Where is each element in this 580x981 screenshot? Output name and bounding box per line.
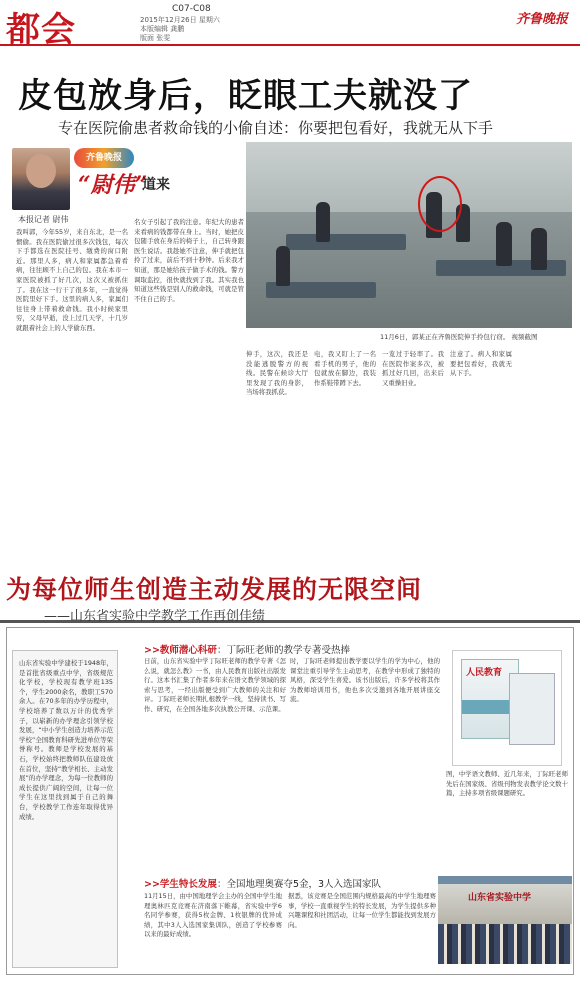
- page-numbers: C07-C08: [172, 4, 211, 14]
- highlight-circle: [418, 176, 462, 232]
- section1-body-a: 日前，山东省实验中学丁际旺老师的教学专著《怎么说，就怎么教》一书，由人民教育出版社出版发行。这本书汇集了作者多年来在语文教学领域的探索与思考，一经出版便受到广大教师的关注和好评。丁际旺老师长期扎根教学一线，坚持读书、写作、研究，在全国各地多次执教公开课、示范课。: [144, 657, 286, 713]
- column-title: “尉伟”: [78, 172, 148, 198]
- story1-body-col6: 注意了。病人和家属要把包看好，我就无从下手。: [450, 350, 512, 378]
- story1-subhead: 专在医院偷患者救命钱的小偷自述：你要把包看好，我就无从下手: [58, 119, 494, 137]
- section1-body-c: 图，中学语文教师、近几年来，丁际旺老师先后在国家级、省级刊物发表教学论文数十篇，主持多项省级课题研究。: [446, 770, 568, 798]
- section2-title: ：全国地理奥赛夺5金，3人入选国家队: [216, 879, 382, 890]
- story1-body-col2: 名女子引起了我的注意。年纪大的患者来看病的钱都带在身上。当时，她把皮包随手放在身后的椅子上，自己转身跟医生说话。我趁她不注意，伸手就把包拎了过来，前后不到十秒钟。后来我才知道，那是她给孩子做手术的钱。警方调取监控，很快就找到了我。其实我也知道这些钱是别人的救命钱，可就是管不住自己的手。: [134, 218, 244, 303]
- columnist-photo: [12, 148, 70, 210]
- surveillance-photo: [246, 142, 572, 328]
- story2-headline: 为每位师生创造主动发展的无限空间: [6, 575, 423, 604]
- masthead: [0, 0, 580, 50]
- story1-body-col1: 我叫郭，今年55岁，来自东北，是一名惯偷。我在医院偷过很多次钱包，每次下手都选在医院挂号、缴费的窗口附近。那里人多，病人和家属都急着看病，往往顾不上自己的包。我在本市一家医院被抓了好几次，这次又被抓住了。我在这一行干了很多年，一直觉得医院里好下手。这里的病人多，家属们往往身上带着救命钱。我小时候家里穷，父母早逝，没上过几天学，十几岁就跟着社会上的人学偷东西。: [16, 228, 128, 332]
- photo-caption: 11月6日，郭某正在齐鲁医院伸手拎包行窃。 视频截图: [380, 333, 538, 341]
- column-badge: [12, 148, 192, 210]
- editor-line: 本版编辑 龚鹏: [140, 25, 185, 33]
- newspaper-logo: 齐鲁晚报: [515, 12, 568, 27]
- school-group-photo: [438, 876, 572, 964]
- section2-body-b: 据悉，该竞赛是全国范围内规格最高的中学生地理赛事，学校一直重视学生的特长发展，为学生提供多种兴趣课程和社团活动，让每一位学生都能找到发展方向。: [288, 892, 436, 929]
- story1-body-col5: 一览过于轻率了。我在医院作案多次，被抓过好几回，出来后又重操旧业。: [382, 350, 444, 387]
- column-title-suffix: 道来: [142, 177, 170, 193]
- column-brand-badge: 齐鲁晚报: [74, 148, 134, 168]
- section2-arrows: >>: [144, 879, 160, 890]
- section2-body-a: 11月15日，由中国地理学会主办的全国中学生地理奥林匹克竞赛在济南落下帷幕，省实验中学6名同学参赛，获得5枚金牌、1枚银牌的优异成绩，其中3人入选国家集训队，创造了学校参赛以来的最好成绩。: [144, 892, 282, 939]
- edition-meta: [140, 16, 220, 43]
- story1-body-col3: 伸手，这次，我还是没能逃脱警方的视线。民警在候诊大厅里发现了我的身影，当场将我抓获。: [246, 350, 308, 397]
- school-sign: 山东省实验中学: [468, 893, 532, 903]
- book-back: [509, 673, 555, 745]
- section1-key: 教师潜心科研: [159, 645, 217, 656]
- section1-arrows: >>: [144, 645, 160, 656]
- section-title: 都会: [6, 10, 76, 50]
- section2-label: [144, 876, 381, 890]
- book-photo: [452, 650, 562, 766]
- story1-body-col4: 电，我又盯上了一名看手机的男子，他的包就放在脚边，我装作系鞋带蹲下去。: [314, 350, 376, 387]
- byline: 本报记者 尉伟: [18, 215, 69, 224]
- school-intro-text: 山东省实验中学建校于1948年，是首批省级重点中学，省级规范化学校，学校现有教学班135个，学生2000余名，教职工570余人。在70多年的办学历程中，学校培养了数以万计的优秀学子，以崭新的办学理念引领学校发展，“中小学生创造力培养示范学校”全国教育科研先进单位等荣誉称号。教师是学校发展的基石，学校始终把教师队伍建设放在首位，坚持“教学相长、主动发展”的办学理念，为每一位教师的成长提供广阔的空间，让每一位学生在这里找到属于自己的舞台，学校教学工作连年取得优异成绩。: [19, 659, 113, 821]
- story2-subhead: ——山东省实验中学教学工作再创佳绩: [44, 609, 266, 624]
- school-intro-sidebar: [12, 650, 118, 968]
- section1-body-b: 时，丁际旺老师提出教学要以学生的学为中心，他的课堂注重引导学生主动思考，在教学中形成了独特的风格，深受学生喜爱。该书出版后，许多学校将其作为教师培训用书，他也多次受邀到各地开展讲座交流。: [290, 657, 440, 704]
- section1-title: ：丁际旺老师的教学专著受热捧: [216, 645, 350, 656]
- section2-key: 学生特长发展: [159, 879, 217, 890]
- layout-line: 版面 张雯: [140, 34, 171, 42]
- book-title: 人民教育: [466, 668, 503, 678]
- section1-label: [144, 642, 350, 656]
- story1-headline: 皮包放身后，眨眼工夫就没了: [18, 76, 473, 116]
- edition-date: 2015年12月26日 星期六: [140, 16, 220, 24]
